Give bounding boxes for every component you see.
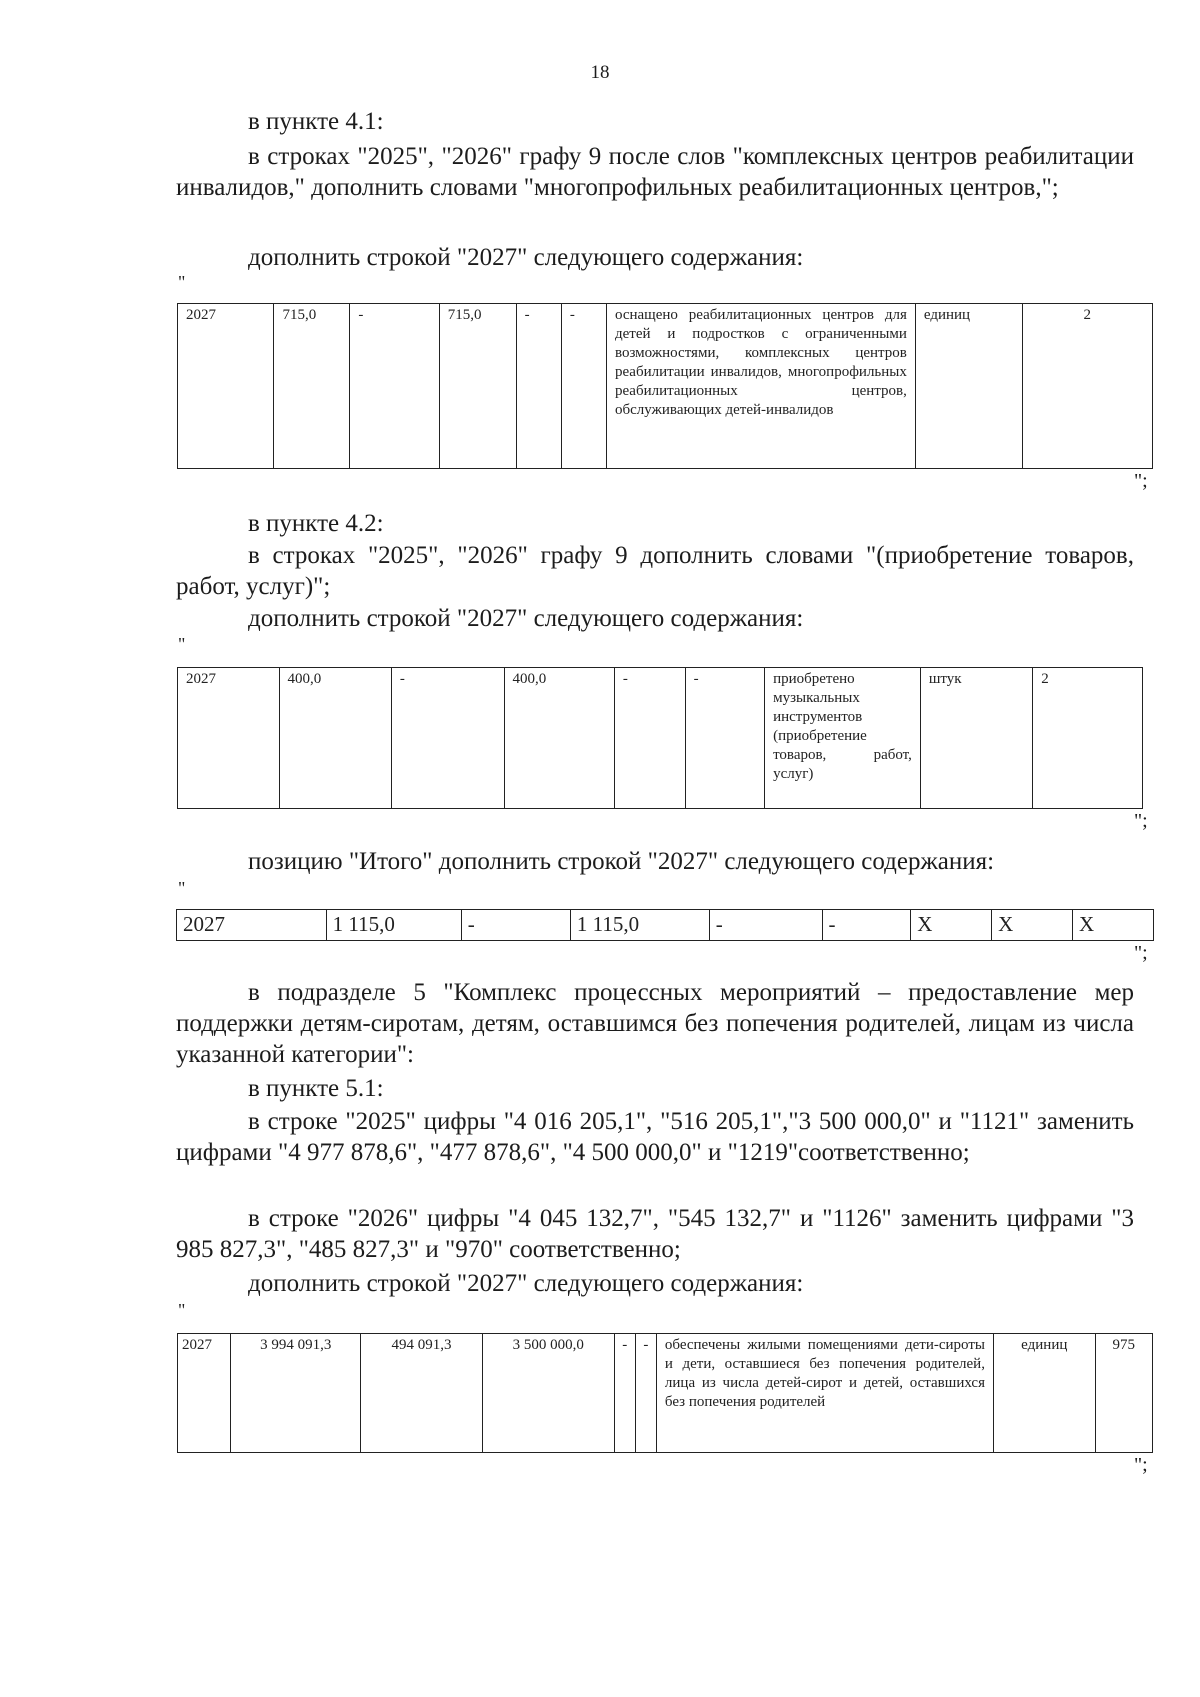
cell-c3: - — [350, 304, 439, 469]
cell-result: обеспечены жилыми помещениями дети-сироты и дети, оставшиеся без попечения родителей, лица из числа детей-сирот и детей, оставшихся без попечения родителей — [656, 1334, 993, 1453]
cell-total: 715,0 — [274, 304, 350, 469]
itogo-add-line: позицию "Итого" дополнить строкой "2027" следующего содержания: — [248, 848, 995, 875]
table-row — [178, 668, 1143, 809]
cell-c4: 715,0 — [439, 304, 516, 469]
cell-x1: X — [911, 910, 992, 941]
cell-unit: штук — [920, 668, 1032, 809]
cell-c3: 494 091,3 — [361, 1334, 483, 1453]
item-4-1-heading: в пункте 4.1: — [248, 108, 384, 135]
cell-year: 2027 — [178, 304, 274, 469]
cell-c6: - — [635, 1334, 656, 1453]
cell-unit: единиц — [915, 304, 1022, 469]
item-4-1-add-line: дополнить строкой "2027" следующего содержания: — [248, 244, 804, 271]
cell-c4: 1 115,0 — [570, 910, 709, 941]
quote-close: "; — [1134, 1454, 1148, 1476]
table-row — [178, 304, 1153, 469]
item-4-2-add-line: дополнить строкой "2027" следующего содержания: — [248, 605, 804, 632]
item-5-1-text-2025: в строке "2025" цифры "4 016 205,1", "516 205,1","3 500 000,0" и "1121" заменить цифрами "4 977 878,6", "477 878,6", "4 500 000,0" и "1219"соответственно; — [176, 1108, 1134, 1166]
quote-open: " — [178, 272, 186, 292]
cell-c5: - — [709, 910, 822, 941]
quote-close: "; — [1134, 470, 1148, 492]
cell-c3: - — [391, 668, 504, 809]
cell-total: 400,0 — [279, 668, 391, 809]
cell-c5: - — [614, 668, 685, 809]
quote-close: "; — [1134, 810, 1148, 832]
quote-open: " — [178, 878, 186, 898]
cell-total: 1 115,0 — [326, 910, 461, 941]
table-row — [178, 1334, 1153, 1453]
cell-year: 2027 — [178, 1334, 231, 1453]
cell-year: 2027 — [177, 910, 327, 941]
item-4-2-heading: в пункте 4.2: — [248, 510, 384, 537]
cell-c4: 400,0 — [504, 668, 614, 809]
item-4-1-text: в строках "2025", "2026" графу 9 после слов "комплексных центров реабилитации инвалидов," дополнить словами "многопрофильных реабилитационных центров,"; — [176, 143, 1134, 201]
cell-value: 2 — [1033, 668, 1143, 809]
table-5-1 — [177, 1333, 1153, 1453]
cell-c6: - — [685, 668, 764, 809]
cell-c5: - — [516, 304, 561, 469]
page-number: 18 — [590, 62, 610, 83]
cell-c4: 3 500 000,0 — [482, 1334, 614, 1453]
cell-c5: - — [614, 1334, 635, 1453]
cell-value: 975 — [1095, 1334, 1152, 1453]
quote-open: " — [178, 1300, 186, 1320]
table-row — [177, 910, 1154, 941]
item-4-2-text: в строках "2025", "2026" графу 9 дополнить словами "(приобретение товаров, работ, услуг)"; — [176, 542, 1134, 600]
cell-year: 2027 — [178, 668, 280, 809]
cell-result: приобретено музыкальных инструментов (приобретение товаров, работ, услуг) — [765, 668, 921, 809]
item-5-1-heading: в пункте 5.1: — [248, 1075, 384, 1102]
cell-value: 2 — [1022, 304, 1152, 469]
cell-c3: - — [461, 910, 570, 941]
quote-close: "; — [1134, 942, 1148, 964]
cell-x2: X — [992, 910, 1073, 941]
table-itogo — [176, 909, 1154, 941]
cell-result: оснащено реабилитационных центров для детей и подростков с ограниченными возможностями, комплексных центров реабилитации инвалидов, многопрофильных реабилитационных центров, обслуживающих детей-инвалидов — [606, 304, 915, 469]
item-5-1-add-line: дополнить строкой "2027" следующего содержания: — [248, 1270, 804, 1297]
item-5-1-text-2026: в строке "2026" цифры "4 045 132,7", "545 132,7" и "1126" заменить цифрами "3 985 827,3", "485 827,3" и "970" соответственно; — [176, 1205, 1134, 1263]
cell-c6: - — [561, 304, 606, 469]
cell-x3: X — [1073, 910, 1154, 941]
table-4-2 — [177, 667, 1143, 809]
cell-unit: единиц — [993, 1334, 1095, 1453]
quote-open: " — [178, 634, 186, 654]
subsection-5-intro: в подразделе 5 "Комплекс процессных мероприятий – предоставление мер поддержки детям-сиротам, детям, оставшимся без попечения родителей, лицам из числа указанной категории": — [176, 979, 1134, 1068]
cell-c6: - — [822, 910, 911, 941]
table-4-1 — [177, 303, 1153, 469]
cell-total: 3 994 091,3 — [231, 1334, 361, 1453]
